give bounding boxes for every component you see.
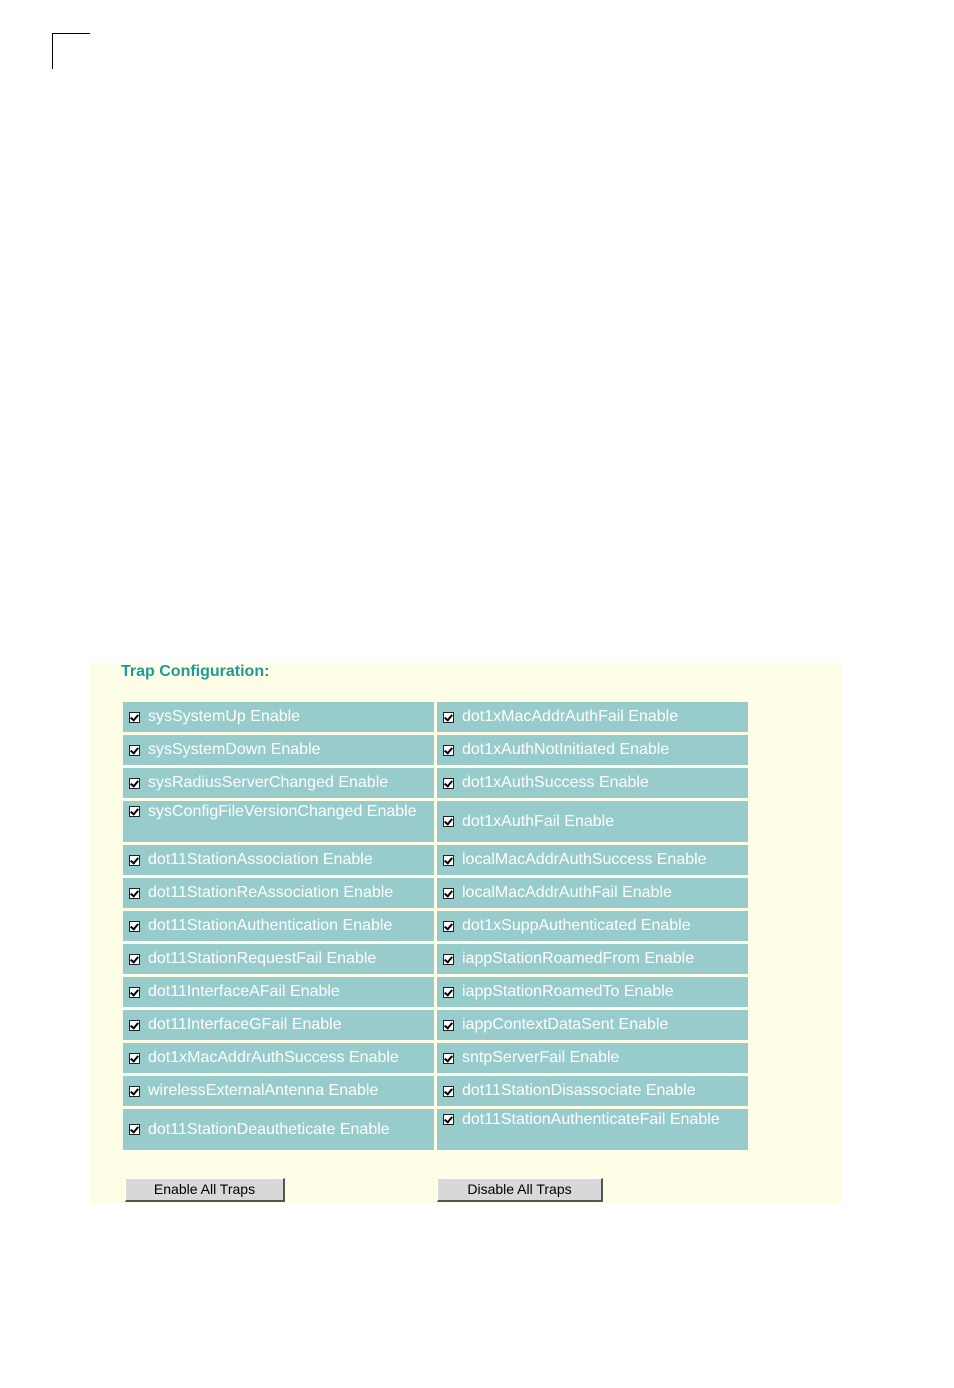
trap-checkbox[interactable]: [443, 1020, 454, 1031]
trap-cell: [123, 911, 434, 941]
trap-label: iappStationRoamedFrom Enable: [462, 950, 695, 967]
trap-label: dot11InterfaceAFail Enable: [148, 983, 340, 1000]
trap-cell: [123, 1043, 434, 1073]
trap-cell: [123, 977, 434, 1007]
crop-mark-vertical: [52, 33, 53, 69]
trap-checkbox[interactable]: [129, 745, 140, 756]
trap-label: localMacAddrAuthSuccess Enable: [462, 851, 707, 868]
trap-checkbox[interactable]: [129, 954, 140, 965]
trap-checkbox[interactable]: [129, 1086, 140, 1097]
trap-checkbox[interactable]: [443, 921, 454, 932]
trap-row: [123, 878, 748, 908]
trap-cell: [437, 801, 748, 842]
trap-checkbox[interactable]: [443, 1053, 454, 1064]
trap-row: [123, 768, 748, 798]
trap-label: dot1xMacAddrAuthFail Enable: [462, 708, 679, 725]
trap-configuration-panel: [90, 663, 842, 1204]
trap-checkbox[interactable]: [129, 712, 140, 723]
trap-checkbox[interactable]: [443, 888, 454, 899]
trap-cell: [437, 1109, 748, 1150]
trap-label: dot11InterfaceGFail Enable: [148, 1016, 342, 1033]
trap-label: dot11StationAuthentication Enable: [148, 917, 393, 934]
trap-checkbox[interactable]: [443, 954, 454, 965]
trap-row: [123, 911, 748, 941]
trap-cell: [123, 801, 434, 842]
trap-cell: [123, 1010, 434, 1040]
trap-cell: [437, 1076, 748, 1106]
trap-cell: [123, 878, 434, 908]
trap-checkbox[interactable]: [443, 816, 454, 827]
trap-checkbox[interactable]: [443, 778, 454, 789]
trap-label: dot1xAuthSuccess Enable: [462, 774, 649, 791]
trap-label: dot1xSuppAuthenticated Enable: [462, 917, 691, 934]
trap-checkbox[interactable]: [129, 855, 140, 866]
trap-label: sysSystemUp Enable: [148, 708, 301, 725]
trap-label: sysSystemDown Enable: [148, 741, 321, 758]
trap-row: [123, 977, 748, 1007]
trap-cell: [437, 911, 748, 941]
trap-checkbox[interactable]: [129, 1124, 140, 1135]
trap-cell: [437, 768, 748, 798]
trap-cell: [123, 944, 434, 974]
trap-label: dot1xAuthNotInitiated Enable: [462, 741, 670, 758]
trap-label: dot1xMacAddrAuthSuccess Enable: [148, 1049, 399, 1066]
disable-all-traps-button[interactable]: Disable All Traps: [437, 1178, 603, 1202]
trap-checkbox[interactable]: [129, 888, 140, 899]
trap-label: localMacAddrAuthFail Enable: [462, 884, 672, 901]
trap-checkbox[interactable]: [129, 1053, 140, 1064]
trap-row: [123, 702, 748, 732]
trap-cell: [123, 768, 434, 798]
trap-checkbox[interactable]: [443, 987, 454, 998]
trap-cell: [437, 878, 748, 908]
trap-cell: [437, 977, 748, 1007]
trap-checkbox[interactable]: [129, 987, 140, 998]
trap-row: [123, 1043, 748, 1073]
trap-checkbox[interactable]: [129, 1020, 140, 1031]
trap-cell: [437, 845, 748, 875]
trap-row: [123, 801, 748, 842]
trap-row: [123, 735, 748, 765]
trap-checkbox[interactable]: [443, 1114, 454, 1125]
trap-cell: [437, 1043, 748, 1073]
trap-cell: [123, 702, 434, 732]
crop-mark-horizontal: [52, 33, 90, 34]
trap-row: [123, 1010, 748, 1040]
trap-cell: [437, 735, 748, 765]
trap-row: [123, 845, 748, 875]
trap-label: dot11StationReAssociation Enable: [148, 884, 394, 901]
trap-cell: [437, 944, 748, 974]
trap-label: dot11StationAssociation Enable: [148, 851, 373, 868]
trap-cell: [437, 702, 748, 732]
trap-cell: [123, 1076, 434, 1106]
trap-label: wirelessExternalAntenna Enable: [148, 1082, 379, 1099]
trap-row: [123, 1109, 748, 1150]
trap-cell: [123, 845, 434, 875]
trap-label: iappContextDataSent Enable: [462, 1016, 669, 1033]
trap-label: sysConfigFileVersionChanged Enable: [148, 803, 417, 820]
trap-label: dot11StationDisassociate Enable: [462, 1082, 696, 1099]
trap-label: dot11StationAuthenticateFail Enable: [462, 1111, 720, 1128]
trap-grid: [123, 702, 748, 1153]
trap-cell: [123, 735, 434, 765]
trap-checkbox[interactable]: [129, 778, 140, 789]
trap-label: dot1xAuthFail Enable: [462, 812, 615, 830]
trap-label: sysRadiusServerChanged Enable: [148, 774, 389, 791]
trap-label: dot11StationRequestFail Enable: [148, 950, 377, 967]
trap-checkbox[interactable]: [443, 712, 454, 723]
trap-checkbox[interactable]: [129, 921, 140, 932]
trap-label: sntpServerFail Enable: [462, 1049, 620, 1066]
trap-label: iappStationRoamedTo Enable: [462, 983, 674, 1000]
trap-checkbox[interactable]: [443, 745, 454, 756]
trap-row: [123, 1076, 748, 1106]
enable-all-traps-button[interactable]: Enable All Traps: [125, 1178, 285, 1202]
trap-cell: [437, 1010, 748, 1040]
trap-row: [123, 944, 748, 974]
trap-checkbox[interactable]: [443, 1086, 454, 1097]
trap-label: dot11StationDeautheticate Enable: [148, 1120, 390, 1138]
trap-checkbox[interactable]: [129, 806, 140, 817]
trap-cell: [123, 1109, 434, 1150]
section-title: Trap Configuration:: [121, 663, 270, 680]
trap-checkbox[interactable]: [443, 855, 454, 866]
